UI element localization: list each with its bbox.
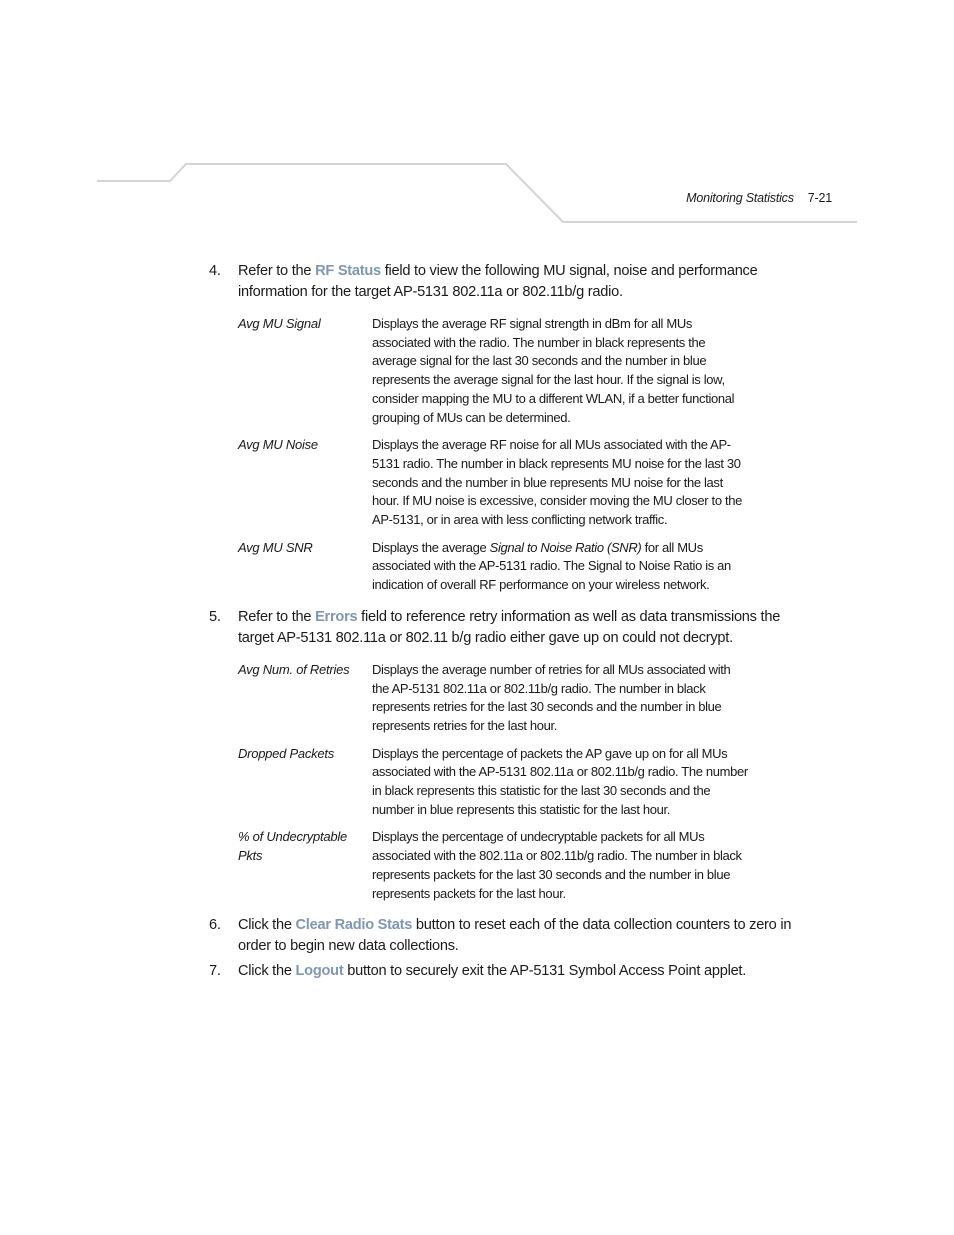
step-4 (207, 261, 802, 303)
clear-radio-stats-keyword: Clear Radio Stats (295, 917, 413, 934)
definition-term: Avg Num. of Retries (238, 661, 350, 677)
step-text-pre: Click the (238, 917, 296, 934)
section-title: Monitoring Statistics (686, 191, 794, 205)
step-7 (207, 961, 802, 982)
step-number: 4. (209, 263, 221, 279)
step-number: 7. (209, 963, 221, 980)
definition-term: % of Undecryptable Pkts (238, 829, 347, 864)
step-text-post: button to securely exit the AP-5131 Symbol Access Point applet. (343, 963, 747, 980)
step-number: 6. (209, 917, 221, 934)
definition-description: Displays the percentage of undecryptable packets for all MUs associated with the 802.11a or 802.11b/g radio. The number in black represents packets for the last 30 seconds and the number in blue represents packets for the last hour. (372, 829, 742, 901)
desc-pre: Displays the average (372, 539, 490, 555)
errors-keyword: Errors (315, 608, 358, 625)
step-text-post: field to view the following MU signal, noise and performance information for the target AP-5131 802.11a or 802.11b/g radio. (238, 263, 758, 300)
definition-row (238, 539, 748, 595)
rf-status-keyword: RF Status (315, 263, 381, 279)
desc-emphasis: Signal to Noise Ratio (SNR) (489, 539, 642, 555)
page-body (207, 261, 802, 982)
definition-description (372, 539, 748, 595)
step-text-post: button to reset each of the data collection counters to zero in order to begin new data collections. (238, 917, 792, 955)
page-number: 7-21 (807, 191, 832, 205)
definition-row (238, 661, 748, 736)
running-header (686, 191, 832, 205)
step-5 (207, 607, 802, 649)
logout-keyword: Logout (295, 963, 344, 980)
definition-term: Dropped Packets (238, 745, 334, 761)
definition-description: Displays the average RF noise for all MUs associated with the AP-5131 radio. The number in black represents MU noise for the last 30 seconds and the number in blue represents MU noise for the last hour. If MU noise is excessive, consider moving the MU closer to the AP-5131, or in area with less conflicting network traffic. (372, 437, 742, 528)
definition-term: Avg MU SNR (238, 539, 313, 555)
definition-row (238, 828, 748, 903)
rf-status-definitions (238, 315, 748, 595)
step-text-pre: Refer to the (238, 263, 316, 279)
desc-post: for all MUs associated with the AP-5131 radio. The Signal to Noise Ratio is an indication of overall RF performance on your wireless network. (372, 539, 731, 593)
step-text-post: field to reference retry information as well as data transmissions the target AP-5131 802.11a or 802.11 b/g radio either gave up on could not decrypt. (238, 608, 781, 646)
step-text-pre: Refer to the (238, 608, 316, 625)
step-text-pre: Click the (238, 963, 296, 980)
definition-term: Avg MU Signal (238, 316, 321, 331)
step-number: 5. (209, 608, 221, 625)
step-6 (207, 915, 802, 957)
definition-description: Displays the average RF signal strength in dBm for all MUs associated with the radio. The number in black represents the average signal for the last 30 seconds and the number in blue represents the average signal for the last hour. If the signal is low, consider mapping the MU to a different WLAN, if a better functional grouping of MUs can be determined. (372, 316, 735, 425)
definition-term: Avg MU Noise (238, 437, 318, 453)
definition-description: Displays the percentage of packets the AP gave up on for all MUs associated with the AP-5131 802.11a or 802.11b/g radio. The number in black represents this statistic for the last 30 seconds and the number in blue represents this statistic for the last hour. (372, 745, 748, 817)
definition-row (238, 436, 748, 530)
definition-description: Displays the average number of retries for all MUs associated with the AP-5131 802.11a or 802.11b/g radio. The number in black represents retries for the last 30 seconds and the number in blue represents retries for the last hour. (372, 661, 731, 733)
errors-definitions (238, 661, 748, 903)
definition-row (238, 315, 748, 427)
definition-row (238, 745, 748, 820)
